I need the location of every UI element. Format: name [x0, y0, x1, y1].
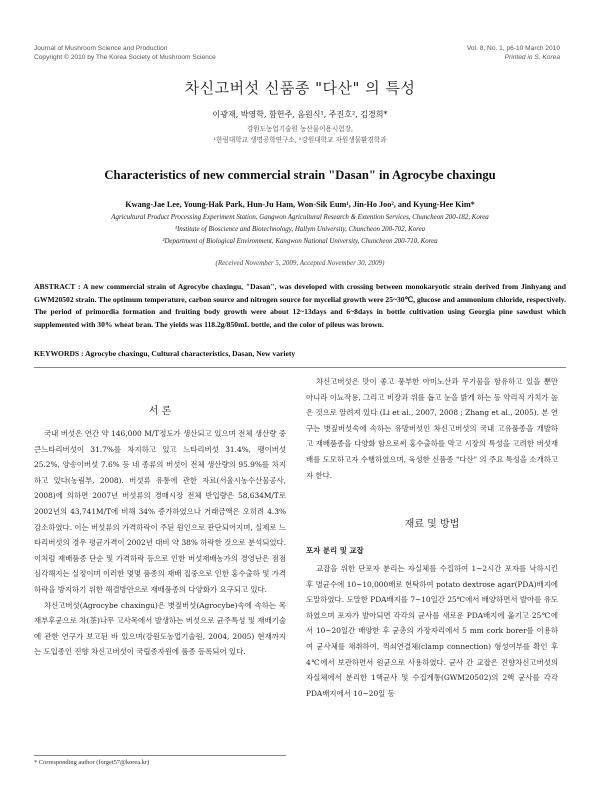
abstract-label: ABSTRACT : — [34, 282, 81, 291]
english-title: Characteristics of new commercial strain "Dasan" in Agrocybe chaxingu — [104, 168, 496, 182]
korean-affiliation-line: 강원도농업기술원 농산물이용시험장, — [246, 125, 354, 133]
korean-authors: 이광재, 박영학, 함헌주, 음원식¹, 주진호², 김경희* — [212, 110, 388, 119]
journal-name: Journal of Mushroom Science and Production — [34, 45, 168, 52]
paragraph: 국내 버섯은 연간 약 146,000 M/T정도가 생산되고 있으며 전체 생산량 중 큰느타리버섯이 31.7%를 차지하고 있고 느타리버섯 31.4%, 팽이버섯 25.2%, 양송이버섯 7.6% 등 네 종류의 버섯이 전체 생산량의 95.9%를 차지하고 있다(농림부, 2008). 버섯류 유통에 관한 자료(서울시농수산물공사, 2008)에 의하면 2007년 버섯류의 경매시장 전체 반입량은 58,634M/T로 2002년의 43,741M/T에 비해 34% 증가하였으나 거래금액은 오히려 4.3% 감소하였다. 이는 버섯류의 가격하락이 주된 원인으로 판단되어지며, 실제로 느타리버섯의 경우 평균가격이 2002년 대비 약 38% 하락한 것으로 분석되었다. 이처럼 재배품종 단순 및 가격하락 등으로 인한 버섯재배농가의 경영난은 점점 심각해지는 실정이며 이러한 몇몇 품종의 재배 집중으로 인한 홍수출하 및 가격하락을 방지하기 위한 해결방안으로 재배품종의 다양화가 요구되고 있다. — [34, 429, 286, 594]
methods-subheading: 포자 분리 및 교잡 — [306, 546, 364, 555]
english-affiliation-line: ¹Institute of Bioscience and Biotechnology, Hallym University, Chuncheon 200-702, Korea — [174, 226, 426, 233]
korean-affiliations — [0, 124, 600, 146]
issue-header — [467, 44, 560, 62]
left-column — [34, 426, 286, 660]
corresponding-author-footnote: * Corresponding author (forget57@korea.kr) — [34, 759, 150, 766]
keywords — [34, 349, 566, 358]
journal-header — [34, 44, 216, 62]
volume-info: Vol. 8, No. 1, p6-10 March 2010 — [466, 45, 560, 52]
intro-heading: 서 론 — [148, 406, 172, 417]
english-authors: Kwang-Jae Lee, Young-Hak Park, Hun-Ju Ham, Won-Sik Eum¹, Jin-Ho Joo², and Kyung-Hee Kim* — [125, 200, 475, 209]
methods-heading: 재료 및 방법 — [404, 519, 460, 530]
received-dates: (Received November 5, 2009, Accepted November 30, 2009) — [215, 259, 385, 267]
keywords-label: KEYWORDS : — [34, 349, 84, 358]
paragraph: 교잡을 위한 단포자 분리는 자실체를 수집하여 1~2시간 포자를 낙하시킨 후 멸균수에 10~10,000배로 현탁하여 potato dextrose agar(PDA)배지에 도말하였다. 도말한 PDA배지를 7~10일간 25℃에서 배양하면서 발아를 유도하였으며 포자가 발아되면 각각의 균사를 새로운 PDA배지에 옮기고 25℃에서 10~20일간 배양한 후 균총의 가장자리에서 5 mm cork borer를 이용하여 균사체를 채취하여, 꺽쇠연결체(clamp connection) 형성여부를 확인 후 4℃에서 보관하면서 원균으로 사용하였다. 균사 간 교잡은 진향차신고버섯의 자실체에서 분리한 1핵균사 및 수집계통(GWM20502)의 2핵 균사를 각각 PDA배지에서 10~20일 동 — [306, 564, 558, 698]
footnote-divider — [34, 755, 286, 756]
english-affiliations — [0, 212, 600, 248]
korean-affiliation-line: ¹한림대학교 생명공학연구소, ²강원대학교 자원생물환경학과 — [213, 136, 387, 144]
english-affiliation-line: ²Department of Biological Environment, Kangwon National University, Chuncheon 200-710, Korea — [162, 238, 438, 245]
printed-in: Printed in S. Korea — [504, 54, 560, 61]
right-column — [306, 374, 558, 483]
methods-column — [306, 561, 558, 701]
paragraph: 차신고버섯은 맛이 좋고 풍부한 아미노산과 무기물을 함유하고 있을 뿐만 아니라 이뇨작용, 그리고 비장과 위를 돕고 눈을 밝게 하는 등 약리적 가치가 높은 것으로 알려져 있다 (Li et al., 2007, 2008 ; Zhang et al., 2005). 본 연구는 볏짚버섯속에 속하는 유망버섯인 차신고버섯의 국내 고유품종을 개발하고 재배품종을 다양화 함으로써 홍수출하를 막고 시장의 특성을 고려한 버섯재배를 도모하고자 수행하였으며, 육성한 신품종 "다산" 의 주요 특성을 소개하고자 한다. — [306, 377, 558, 480]
abstract — [34, 281, 566, 331]
korean-title: 차신고버섯 신품종 "다산" 의 특성 — [184, 79, 416, 97]
abstract-text: A new commercial strain of Agrocybe chaxingu, "Dasan", was developed with crossing between monokaryotic strain derived from Jinhyang and GWM20502 strain. The optimum temperature, carbon source and nitrogen source for mycelial growth were 25~30℃, glucose and ammonium chloride, respectively. The period of primordia formation and fruiting body growth were about 12~13days and 6~8days in bottle cultivation using Georgia pine sawdust which supplemented with 30% wheat bran. The yields was 118.2g/850mL bottle, and the color of pileus was brown. — [34, 282, 566, 329]
divider — [34, 367, 566, 368]
english-affiliation-line: Agricultural Product Processing Experiment Station, Gangwon Agricultural Research & Extention Services, Chuncheon 200-182, Korea — [111, 214, 489, 221]
keywords-text: Agrocybe chaxingu, Cultural characteristics, Dasan, New variety — [85, 349, 296, 358]
paragraph: 차신고버섯(Agrocybe chaxingu)은 볏짚버섯(Agrocybe)속에 속하는 목재부후균으로 차(茶)나무 고사목에서 발생하는 버섯으로 균주특성 및 재배기술에 관한 연구가 보고된 바 있으며(강원도농업기술원, 2004, 2005) 현재까지는 도입종인 진향 차신고버섯이 국립종자원에 품종 등록되어 있다. — [34, 600, 286, 657]
copyright: Copyright © 2010 by The Korea Society of Mushroom Science — [34, 54, 216, 61]
